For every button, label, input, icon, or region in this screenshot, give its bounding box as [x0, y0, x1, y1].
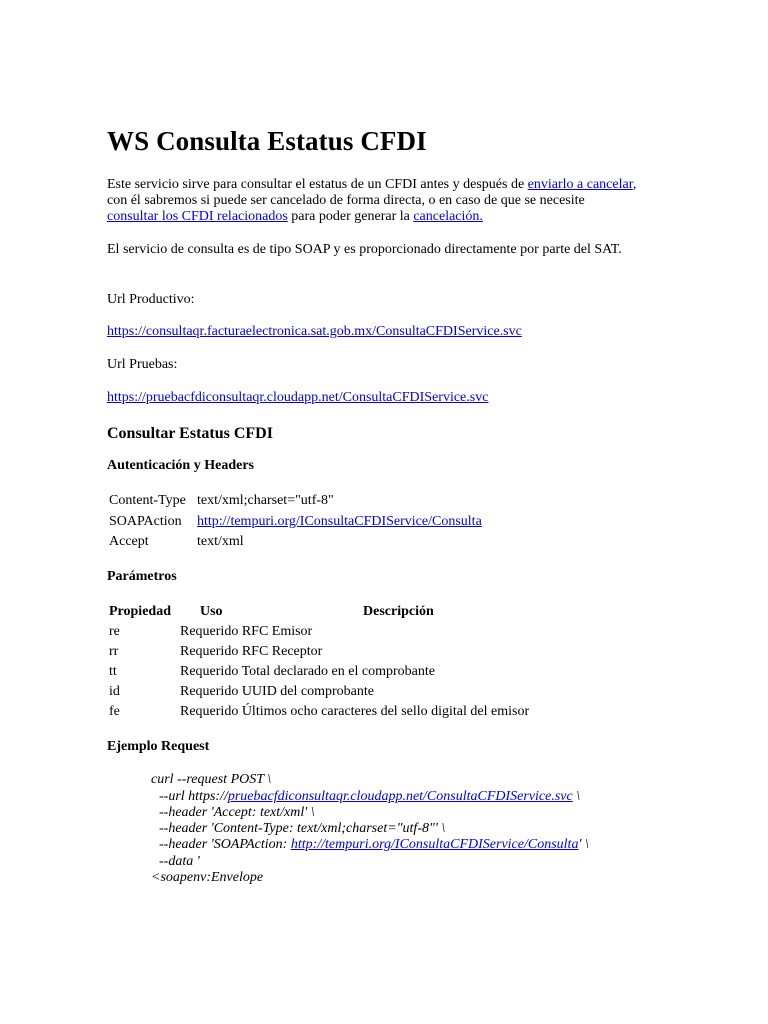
servicio-paragraph: El servicio de consulta es de tipo SOAP y es proporcionado directamente por parte del SAT.	[107, 242, 622, 257]
param-prop: fe	[109, 704, 120, 719]
auth-heading: Autenticación y Headers	[107, 458, 254, 473]
code-line	[159, 789, 580, 805]
code-text: \	[572, 789, 581, 804]
params-heading: Parámetros	[107, 569, 177, 584]
code-text: ' \	[578, 837, 589, 852]
header-value: text/xml	[197, 534, 244, 549]
section-title: Consultar Estatus CFDI	[107, 425, 273, 442]
param-desc: Requerido Últimos ocho caracteres del sello digital del emisor	[180, 704, 530, 719]
intro-text-3: para poder generar la	[287, 209, 414, 224]
param-desc: Requerido RFC Receptor	[180, 644, 323, 659]
intro-paragraph	[107, 177, 637, 225]
param-desc: Requerido UUID del comprobante	[180, 684, 374, 699]
url-productivo-label: Url Productivo:	[107, 292, 195, 307]
link-cancelacion[interactable]: cancelación.	[413, 209, 483, 224]
param-prop: re	[109, 624, 120, 639]
header-value: text/xml;charset="utf-8"	[197, 493, 334, 508]
code-line: <soapenv:Envelope	[151, 870, 264, 885]
url-pruebas-link[interactable]: https://pruebacfdiconsultaqr.cloudapp.net/ConsultaCFDIService.svc	[107, 390, 489, 405]
code-line: --header 'Accept: text/xml' \	[159, 805, 315, 820]
link-enviarlo-a-cancelar[interactable]: enviarlo a cancelar	[527, 177, 633, 192]
link-consultar-cfdi-relacionados[interactable]: consultar los CFDI relacionados	[107, 209, 288, 224]
param-prop: id	[109, 684, 120, 699]
request-heading: Ejemplo Request	[107, 739, 210, 754]
column-header-descripcion: Descripción	[363, 604, 434, 619]
code-soapaction-link[interactable]: http://tempuri.org/IConsultaCFDIService/Consulta	[290, 837, 579, 852]
header-key: Content-Type	[109, 493, 186, 508]
column-header-uso: Uso	[200, 604, 223, 619]
page-title: WS Consulta Estatus CFDI	[107, 126, 427, 156]
code-text: --url https://	[159, 789, 228, 804]
header-key: Accept	[109, 534, 149, 549]
param-desc: Requerido Total declarado en el comprobante	[180, 664, 435, 679]
code-line	[159, 837, 589, 853]
intro-text-2: , con él sabremos si puede ser cancelado de forma directa, o en caso de que se necesite	[107, 177, 637, 208]
url-productivo-link[interactable]: https://consultaqr.facturaelectronica.sat.gob.mx/ConsultaCFDIService.svc	[107, 324, 522, 339]
code-url-link[interactable]: pruebacfdiconsultaqr.cloudapp.net/ConsultaCFDIService.svc	[227, 789, 573, 804]
code-text: --header 'SOAPAction:	[159, 837, 291, 852]
param-desc: Requerido RFC Emisor	[180, 624, 313, 639]
header-key: SOAPAction	[109, 514, 182, 529]
url-pruebas-label: Url Pruebas:	[107, 357, 178, 372]
soapaction-link[interactable]: http://tempuri.org/IConsultaCFDIService/Consulta	[197, 514, 482, 529]
code-line: --data '	[159, 854, 200, 869]
param-prop: tt	[109, 664, 117, 679]
code-line: curl --request POST \	[151, 772, 272, 787]
column-header-propiedad: Propiedad	[109, 604, 171, 619]
param-prop: rr	[109, 644, 119, 659]
code-line: --header 'Content-Type: text/xml;charset="utf-8"' \	[159, 821, 446, 836]
intro-text-1: Este servicio sirve para consultar el estatus de un CFDI antes y después de	[107, 177, 528, 192]
